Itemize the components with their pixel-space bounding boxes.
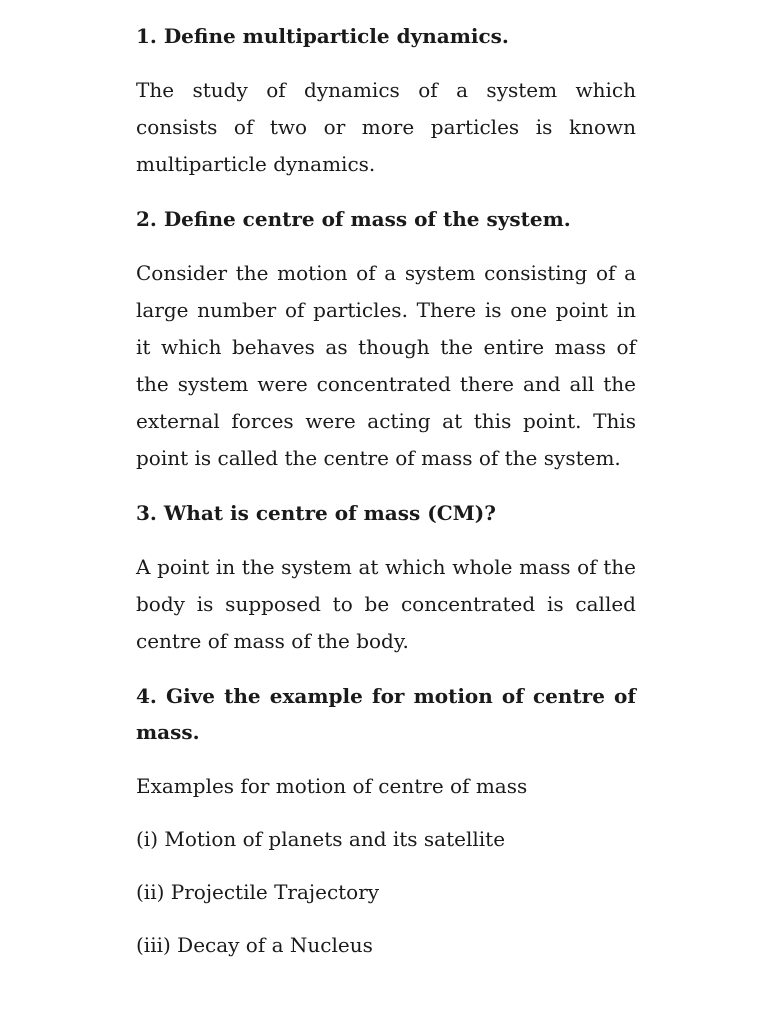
example-item: (ii) Projectile Trajectory xyxy=(136,880,380,904)
answer-3-text: A point in the system at which whole mass of the body is supposed to be concentrated is called centre of mass of the body. xyxy=(136,555,636,653)
example-item: (i) Motion of planets and its satellite xyxy=(136,827,506,851)
answer-1-text: The study of dynamics of a system which consists of two or more particles is known multiparticle dynamics. xyxy=(136,78,636,176)
question-4-heading: 4. Give the example for motion of centre of mass. xyxy=(136,684,636,744)
question-1-heading: 1. Define multiparticle dynamics. xyxy=(136,24,509,48)
answer-4-intro: Examples for motion of centre of mass xyxy=(136,774,528,798)
question-2-heading: 2. Define centre of mass of the system. xyxy=(136,207,571,231)
example-item: (iii) Decay of a Nucleus xyxy=(136,933,373,957)
question-3-heading: 3. What is centre of mass (CM)? xyxy=(136,501,496,525)
answer-2-text: Consider the motion of a system consisting of a large number of particles. There is one point in it which behaves as though the entire mass of the system were concentrated there and all the external forces were acting at this point. This point is called the centre of mass of the system. xyxy=(136,261,636,470)
document-page xyxy=(136,18,636,963)
